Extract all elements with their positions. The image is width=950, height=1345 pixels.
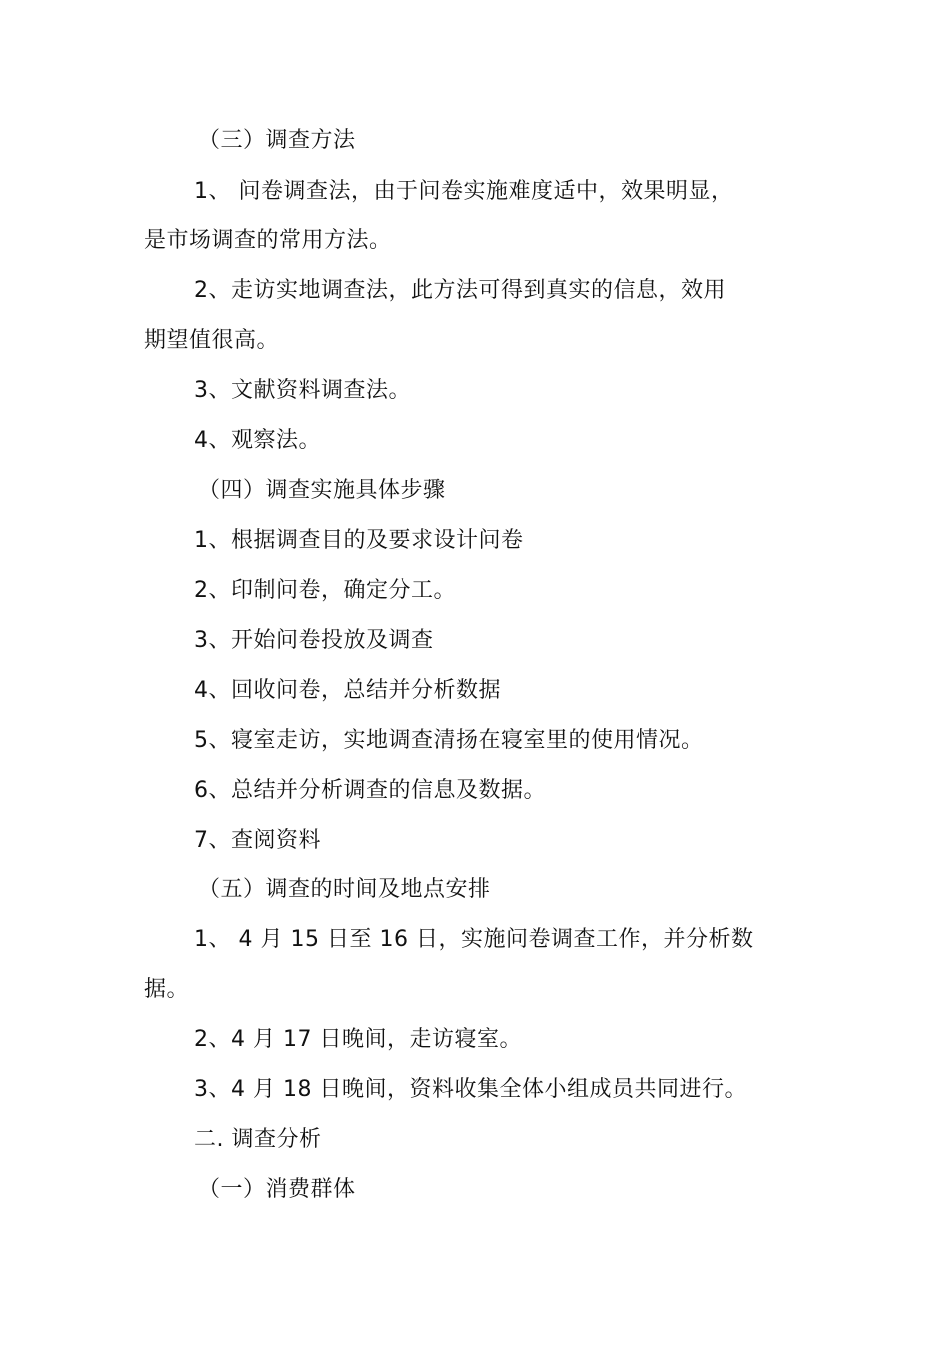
paragraph-method-2: 2、走访实地调查法，此方法可得到真实的信息，效用 [194,278,726,303]
section-heading-analysis: 二. 调查分析 [194,1127,322,1152]
paragraph-schedule-2: 2、4 月 17 日晚间，走访寝室。 [194,1027,522,1052]
paragraph-method-3: 3、文献资料调查法。 [194,378,411,403]
paragraph-step-6: 6、总结并分析调查的信息及数据。 [194,778,546,803]
paragraph-step-1: 1、根据调查目的及要求设计问卷 [194,528,524,553]
paragraph-step-2: 2、印制问卷，确定分工。 [194,578,456,603]
section-heading-schedule: （五）调查的时间及地点安排 [198,877,491,902]
paragraph-method-1: 1、 问卷调查法，由于问卷实施难度适中，效果明显， [194,179,734,204]
section-heading-steps: （四）调查实施具体步骤 [198,478,446,503]
paragraph-step-3: 3、开始问卷投放及调查 [194,628,434,653]
paragraph-method-2-cont: 期望值很高。 [144,328,280,353]
paragraph-step-5: 5、寝室走访，实地调查清扬在寝室里的使用情况。 [194,728,704,753]
section-heading-consumers: （一）消费群体 [198,1177,356,1202]
section-heading-methods: （三）调查方法 [198,128,356,153]
paragraph-method-1-cont: 是市场调查的常用方法。 [144,228,392,253]
paragraph-step-4: 4、回收问卷，总结并分析数据 [194,678,501,703]
paragraph-schedule-1: 1、 4 月 15 日至 16 日，实施问卷调查工作，并分析数 [194,927,754,952]
paragraph-schedule-1-cont: 据。 [144,977,190,1002]
paragraph-method-4: 4、观察法。 [194,428,321,453]
paragraph-step-7: 7、查阅资料 [194,828,321,853]
paragraph-schedule-3: 3、4 月 18 日晚间，资料收集全体小组成员共同进行。 [194,1077,747,1102]
